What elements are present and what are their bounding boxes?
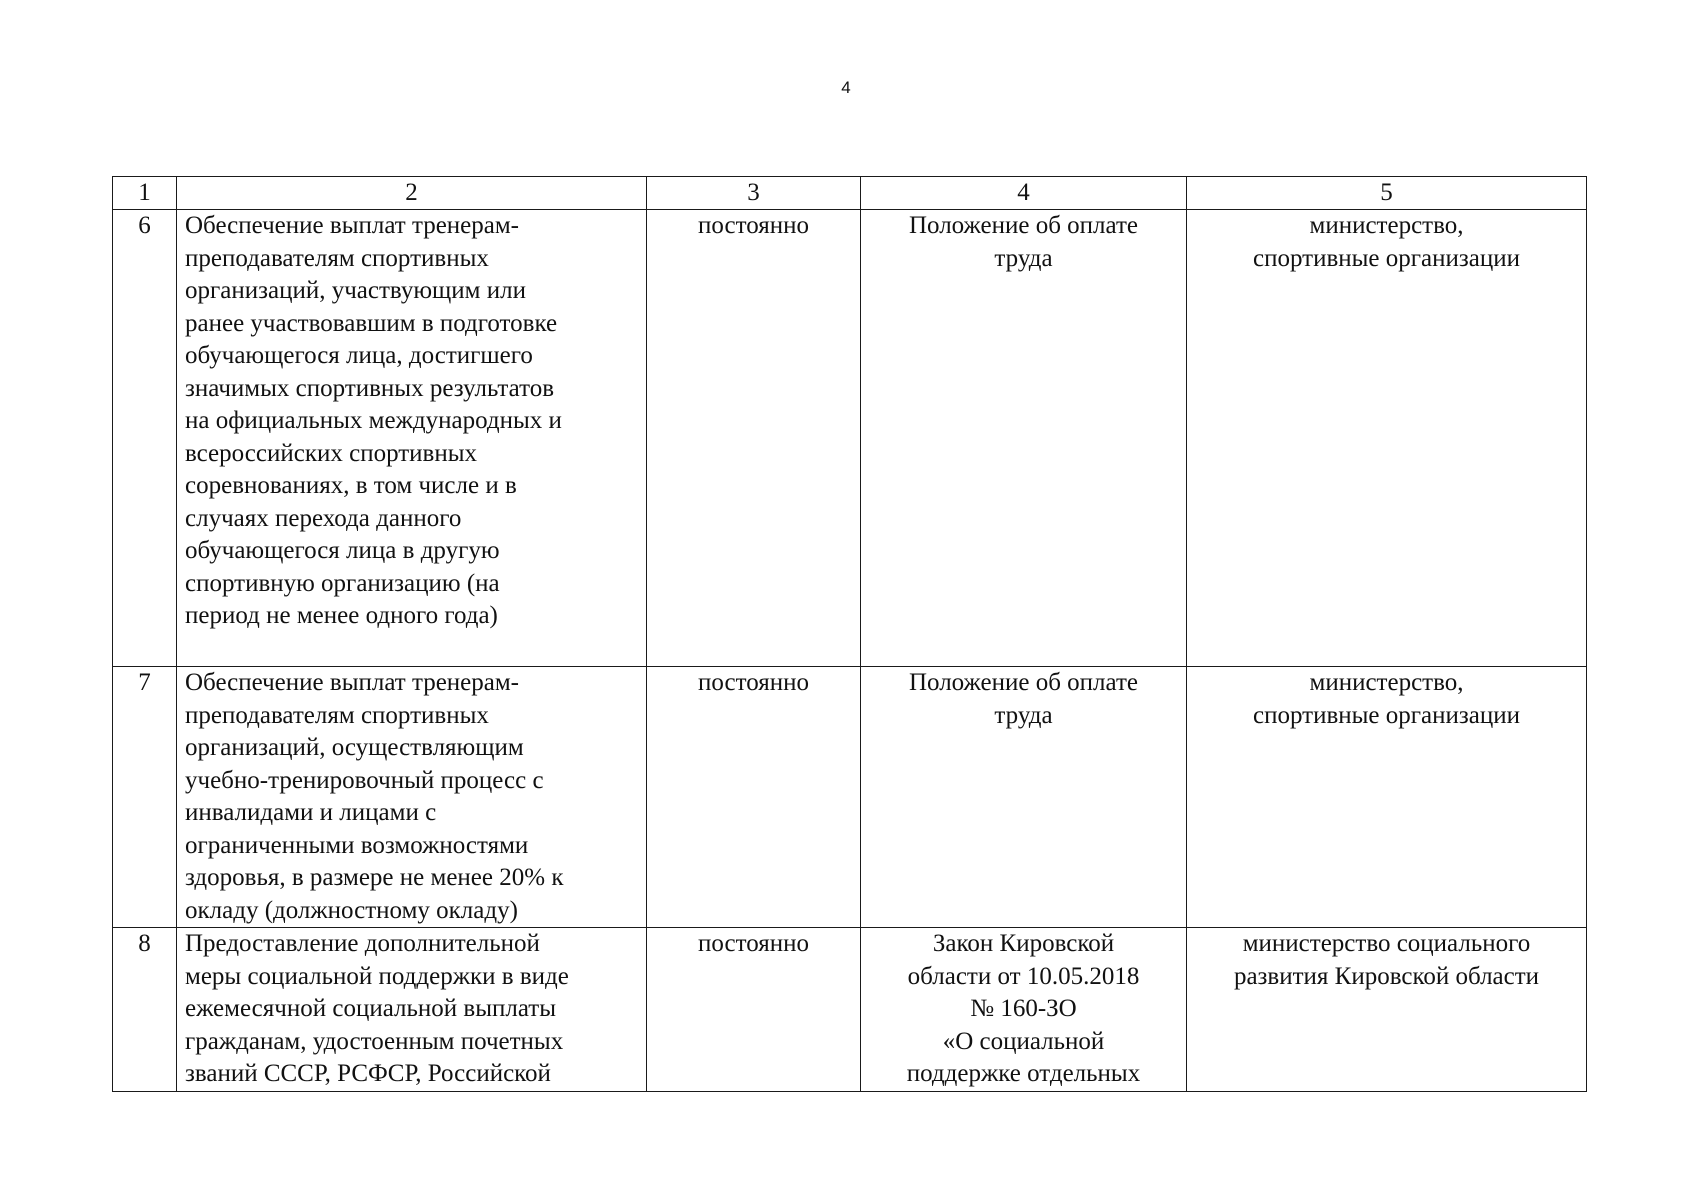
header-col-2: 2 <box>177 177 647 210</box>
measure-description <box>177 210 647 667</box>
legal-document <box>861 667 1187 928</box>
measure-description-text: Предоставление дополнительной меры социальной поддержки в виде ежемесячной социальной выплаты гражданам, удостоенным почетных званий СССР, РСФСР, Российской <box>185 930 569 1087</box>
responsible-party-text: министерство социального развития Кировской области <box>1233 930 1540 990</box>
row-number: 7 <box>113 667 177 928</box>
measure-description-text: Обеспечение выплат тренерам- преподавателям спортивных организаций, осуществляющим учебно-тренировочный процесс с инвалидами и лицами с ограниченными возможностями здоровья, в размере не менее 20% к окладу (должностному окладу) <box>185 669 564 924</box>
header-col-1: 1 <box>113 177 177 210</box>
legal-document-text: Закон Кировской области от 10.05.2018 № 160-ЗО «О социальной поддержке отдельных <box>906 930 1141 1087</box>
table-row <box>113 667 1587 928</box>
responsible-party-text: министерство, спортивные организации <box>1253 212 1520 272</box>
measure-description <box>177 928 647 1092</box>
measure-term: постоянно <box>647 210 861 667</box>
measure-term: постоянно <box>647 667 861 928</box>
responsible-party <box>1187 210 1587 667</box>
row-number: 8 <box>113 928 177 1092</box>
page-number: 4 <box>841 78 851 97</box>
legal-document-text: Положение об оплате труда <box>908 669 1139 729</box>
table-row <box>113 928 1587 1092</box>
legal-document <box>861 928 1187 1092</box>
measures-table <box>112 176 1587 1092</box>
responsible-party-text: министерство, спортивные организации <box>1253 669 1520 729</box>
table-row <box>113 210 1587 667</box>
table-header-row <box>113 177 1587 210</box>
measure-term: постоянно <box>647 928 861 1092</box>
legal-document-text: Положение об оплате труда <box>908 212 1139 272</box>
header-col-3: 3 <box>647 177 861 210</box>
responsible-party <box>1187 928 1587 1092</box>
responsible-party <box>1187 667 1587 928</box>
header-col-5: 5 <box>1187 177 1587 210</box>
row-number: 6 <box>113 210 177 667</box>
measure-description-text: Обеспечение выплат тренерам- преподавателям спортивных организаций, участвующим или ранее участвовавшим в подготовке обучающегося лица, достигшего значимых спортивных результатов на официальных международных и всероссийских спортивных соревнованиях, в том числе и в случаях перехода данного обучающегося лица в другую спортивную организацию (на период не менее одного года) <box>185 212 562 629</box>
measure-description <box>177 667 647 928</box>
header-col-4: 4 <box>861 177 1187 210</box>
legal-document <box>861 210 1187 667</box>
